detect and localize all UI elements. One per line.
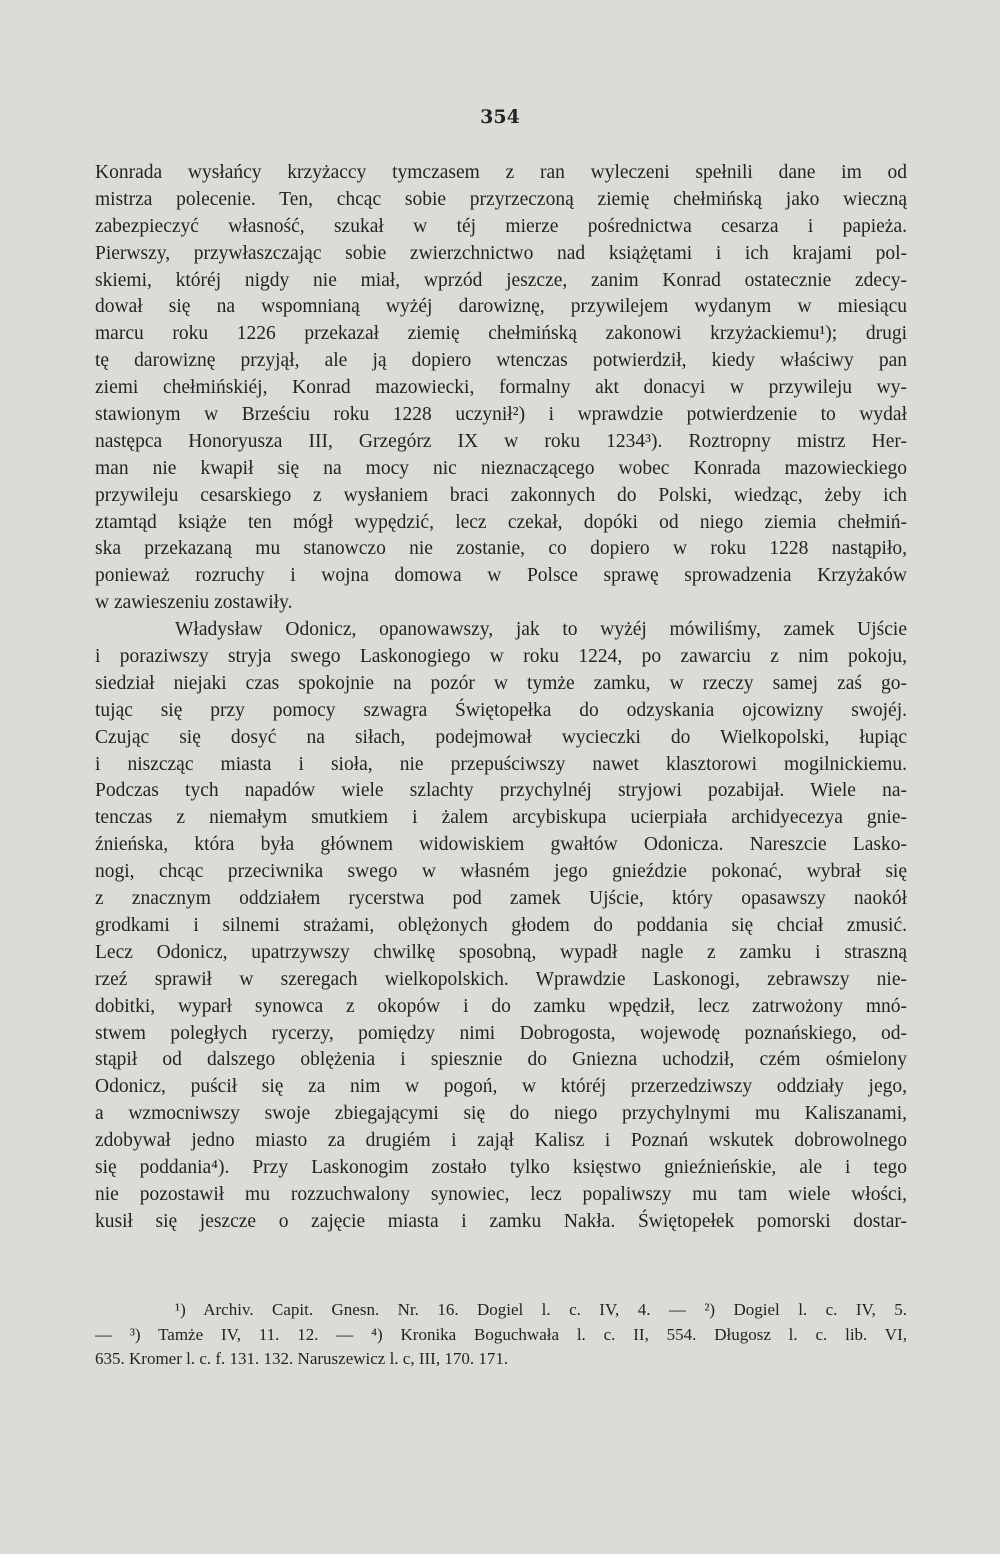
text-line: i poraziwszy stryja swego Laskonogiego w roku 1224, po zawarciu z nim pokoju, [95, 646, 907, 668]
text-line: Czując się dosyć na siłach, podejmował wycieczki do Wielkopolski, łupiąc [95, 726, 907, 748]
text-line: skiemi, któréj nigdy nie miał, wprzód jeszcze, zanim Konrad ostatecznie zdecy- [95, 269, 907, 291]
text-line: nie pozostawił mu rozzuchwalony synowiec, lecz popaliwszy mu tam wiele włości, [95, 1183, 907, 1205]
text-line: nogi, chcąc przeciwnika swego w własném jego gnieździe pokonać, wybrał się [95, 861, 907, 883]
text-line: Lecz Odonicz, upatrzywszy chwilkę sposobną, wypadł nagle z zamku i straszną [95, 941, 907, 963]
text-line: Odonicz, puścił się za nim w pogoń, w któréj przerzedziwszy oddziały jego, [95, 1076, 907, 1098]
text-line: Pierwszy, przywłaszczając sobie zwierzchnictwo nad książętami i ich krajami pol- [95, 242, 907, 264]
text-line: Konrada wysłańcy krzyżaccy tymczasem z ran wyleczeni spełnili dane im od [95, 162, 907, 183]
text-line: Władysław Odonicz, opanowawszy, jak to wyżéj mówiliśmy, zamek Ujście [175, 619, 907, 641]
text-line: dował się na wspomnianą wyżéj darowiznę, przywilejem wydanym w miesiącu [95, 296, 907, 318]
text-line: w zawieszeniu zostawiły. [95, 592, 293, 614]
text-line: mistrza polecenie. Ten, chcąc sobie przyrzeczoną ziemię chełmińską jako wieczną [95, 188, 907, 210]
text-line: man nie kwapił się na mocy nic nieznaczącego wobec Konrada mazowieckiego [95, 457, 907, 479]
text-line: stąpił od dalszego oblężenia i spiesznie do Gniezna uchodził, czém ośmielony [95, 1049, 907, 1071]
footnote-line: ¹) Archiv. Capit. Gnesn. Nr. 16. Dogiel l. c. IV, 4. — ²) Dogiel l. c. IV, 5. [175, 1300, 907, 1319]
text-line: grodkami i silnemi strażami, oblężonych głodem do poddania się chciał zmusić. [95, 914, 907, 936]
text-line: zdobywał jedno miasto za drugiém i zajął Kalisz i Poznań wskutek dobrowolnego [95, 1130, 907, 1152]
text-line: dobitki, wyparł synowca z okopów i do zamku wpędził, lecz zatrwożony mnó- [95, 995, 907, 1017]
text-line: źnieńska, która była głównem widowiskiem gwałtów Odonicza. Nareszcie Lasko- [95, 834, 907, 856]
text-line: ziemi chełmińskiéj, Konrad mazowiecki, formalny akt donacyi w przywileju wy- [95, 377, 907, 399]
text-line: ztamtąd książe ten mógł wypędzić, lecz czekał, dopóki od niego ziemia chełmiń- [95, 511, 907, 533]
text-line: następca Honoryusza III, Grzegórz IX w roku 1234³). Roztropny mistrz Her- [95, 430, 907, 452]
text-line: z znacznym oddziałem rycerstwa pod zamek Ujście, który opasawszy naokół [95, 888, 907, 910]
text-line: tując się przy pomocy szwagra Świętopełka do odzyskania ojcowizny swojéj. [95, 699, 907, 721]
text-line: przywileju cesarskiego z wysłaniem braci zakonnych do Polski, wiedząc, żeby ich [95, 484, 907, 506]
footnote-line: — ³) Tamże IV, 11. 12. — ⁴) Kronika Boguchwała l. c. II, 554. Długosz l. c. lib. VI, [95, 1324, 907, 1344]
footnotes [95, 1298, 907, 1372]
text-line: tenczas z niemałym smutkiem i żalem arcybiskupa ucierpiała archidyecezya gnie- [95, 807, 907, 829]
text-line: a wzmocniwszy swoje zbiegającymi się do niego przychylnymi mu Kaliszanami, [95, 1103, 907, 1125]
text-line: rzeź sprawił w szeregach wielkopolskich. Wprawdzie Laskonogi, zebrawszy nie- [95, 968, 907, 990]
text-line: zabezpieczyć własność, szukał w téj mierze pośrednictwa cesarza i papieża. [95, 215, 907, 237]
text-line: tę darowiznę przyjął, ale ją dopiero wtenczas potwierdził, kiedy właściwy pan [95, 350, 907, 372]
text-line: stawionym w Brześciu roku 1228 uczynił²) i wprawdzie potwierdzenie to wydał [95, 404, 907, 426]
text-line: marcu roku 1226 przekazał ziemię chełmińską zakonowi krzyżackiemu¹); drugi [95, 323, 907, 345]
text-line: kusił się jeszcze o zajęcie miasta i zamku Nakła. Świętopełek pomorski dostar- [95, 1210, 907, 1232]
body-text [95, 160, 907, 1236]
text-line: siedział niejaki czas spokojnie na pozór w tymże zamku, w rzeczy samej zaś go- [95, 672, 907, 694]
text-line: ponieważ rozruchy i wojna domowa w Polsce sprawę sprowadzenia Krzyżaków [95, 565, 907, 587]
page-number: 354 [480, 106, 520, 128]
footnote-line: 635. Kromer l. c. f. 131. 132. Naruszewicz l. c, III, 170. 171. [95, 1349, 509, 1368]
text-line: się poddania⁴). Przy Laskonogim zostało tylko księstwo gnieźnieńskie, ale i tego [95, 1156, 907, 1178]
text-line: ska przekazaną mu stanowczo nie zostanie, co dopiero w roku 1228 nastąpiło, [95, 538, 907, 560]
text-line: stwem poległych rycerzy, pomiędzy nimi Dobrogosta, wojewodę poznańskiego, od- [95, 1022, 907, 1044]
text-line: i niszcząc miasta i sioła, nie przepuściwszy nawet klasztorowi mogilnickiemu. [95, 753, 907, 775]
text-line: Podczas tych napadów wiele szlachty przychylnéj stryjowi pozabijał. Wiele na- [95, 780, 907, 802]
